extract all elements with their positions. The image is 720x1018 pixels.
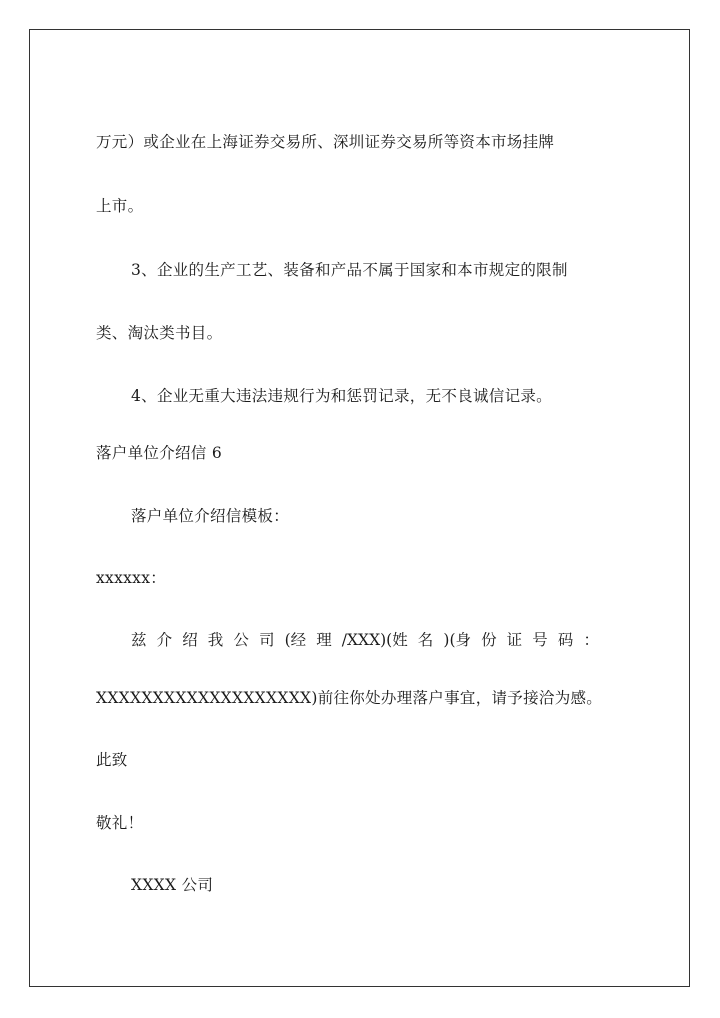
intro-token: 号 bbox=[532, 631, 548, 649]
intro-line-2: XXXXXXXXXXXXXXXXXXX)前往你处办理落户事宜，请予接洽为感。 bbox=[96, 689, 603, 707]
item-4-line: 4、企业无重大违法违规行为和惩罚记录，无不良诚信记录。 bbox=[131, 387, 552, 405]
section-heading: 落户单位介绍信 6 bbox=[96, 444, 222, 462]
intro-token: 证 bbox=[506, 631, 523, 649]
item-3-line-1: 3、企业的生产工艺、装备和产品不属于国家和本市规定的限制 bbox=[131, 261, 568, 279]
salutation: xxxxxx： bbox=[96, 569, 167, 587]
paragraph-line-2: 上市。 bbox=[96, 197, 144, 215]
intro-token: 我 bbox=[207, 631, 224, 649]
page-border bbox=[29, 29, 690, 987]
intro-token: 名 bbox=[417, 631, 434, 649]
intro-token: (经 bbox=[284, 631, 307, 649]
intro-token: )(身 bbox=[443, 631, 471, 649]
intro-token: 介 bbox=[156, 631, 173, 649]
intro-token: 公 bbox=[233, 631, 249, 649]
closing-1: 此致 bbox=[96, 751, 128, 769]
intro-token: ： bbox=[583, 631, 599, 649]
intro-token: 兹 bbox=[131, 631, 147, 649]
template-title: 落户单位介绍信模板： bbox=[131, 507, 290, 525]
intro-token: 司 bbox=[258, 631, 275, 649]
intro-token: /XXX)(姓 bbox=[341, 631, 408, 649]
signature-company: XXXX 公司 bbox=[131, 876, 214, 894]
intro-token: 份 bbox=[481, 631, 497, 649]
paragraph-line-1: 万元）或企业在上海证券交易所、深圳证券交易所等资本市场挂牌 bbox=[96, 133, 555, 151]
intro-token: 码 bbox=[557, 631, 574, 649]
intro-token: 理 bbox=[316, 631, 332, 649]
item-3-line-2: 类、淘汰类书目。 bbox=[96, 324, 223, 342]
intro-token: 绍 bbox=[182, 631, 198, 649]
intro-line-1 bbox=[131, 630, 599, 650]
closing-2: 敬礼！ bbox=[96, 814, 144, 832]
